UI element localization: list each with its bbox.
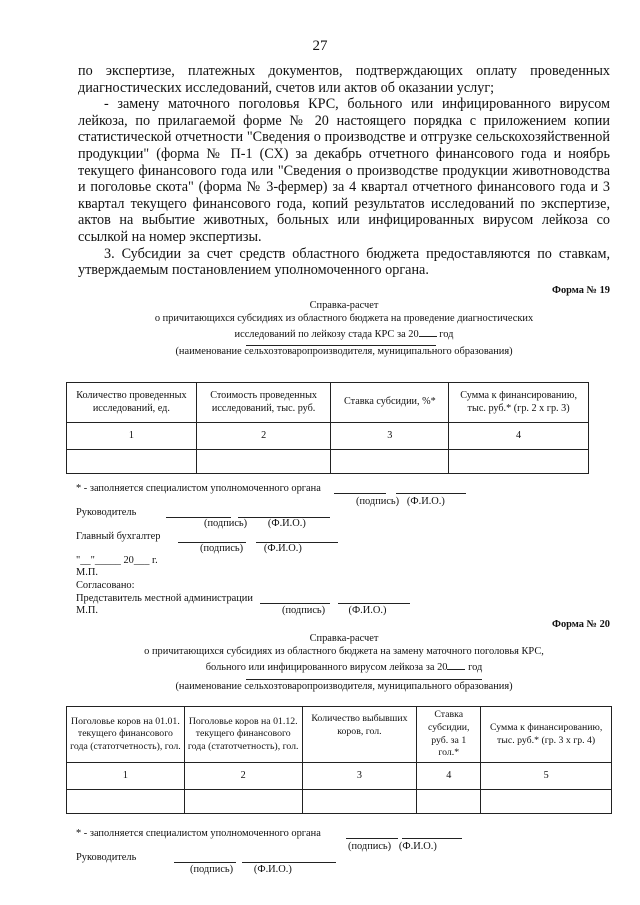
form20-label: Форма № 20 — [552, 619, 610, 630]
form20-title: Справка-расчет — [309, 633, 379, 644]
form20-header-cell: Количество выбывших коров, гол. — [302, 707, 417, 763]
form19-agreed-label: Согласовано: — [76, 580, 135, 591]
form20-subtitle-2 — [78, 659, 610, 675]
paragraph-1: по экспертизе, платежных документов, подтверждающих оплату проведенных диагностических исследований, счетов или актов об оказании услуг; — [78, 63, 610, 96]
form20-col-number: 4 — [417, 763, 481, 790]
form20-year-blank[interactable] — [447, 659, 465, 670]
form19-stamp-1: М.П. — [76, 567, 98, 578]
form19-data-cell[interactable] — [449, 450, 589, 474]
form20-subtitle-2a: больного или инфицированного вирусом лейкоза за 20 — [205, 662, 448, 673]
form19-header-cell: Ставка субсидии, %* — [331, 383, 449, 423]
form20-subtitle-1: о причитающихся субсидиях из областного бюджета на замену маточного поголовья КРС, — [144, 646, 544, 657]
form20-table — [66, 706, 612, 814]
form19-stamp-2: М.П. — [76, 605, 98, 616]
form19-rep-caption: (подпись) (Ф.И.О.) — [282, 605, 387, 616]
form20-footnote-sign-line[interactable] — [346, 838, 398, 839]
form19-year-blank[interactable] — [419, 326, 437, 337]
form19-accountant-label: Главный бухгалтер — [76, 531, 161, 542]
form20-data-cell[interactable] — [184, 790, 302, 814]
form20-data-cell[interactable] — [481, 790, 612, 814]
paragraph-2: - замену маточного поголовья КРС, больного или инфицированного вирусом лейкоза, по прилагаемой форме № 20 настоящего порядка с приложением копии статистической отчетности "Сведения о производстве и отгрузке сельскохозяйственной продукции" (форма № П-1 (СХ) за декабрь отчетного финансового года и ноябрь текущего финансового года или "Сведения о производстве продукции животноводства и поголовье скота" (форма № 3-фермер) за 4 квартал отчетного финансового года и 3 квартал текущего финансового года, копий результатов исследований по экспертизе, актов на выбытие животных, больных или инфицированных вирусом лейкоза со ссылкой на номер экспертизы. — [78, 96, 610, 245]
form19-director-label: Руководитель — [76, 507, 137, 518]
form20-data-row — [67, 790, 612, 814]
form20-col-number: 3 — [302, 763, 417, 790]
form20-header-cell: Ставка субсидии, руб. за 1 гол.* — [417, 707, 481, 763]
form19-col-number: 3 — [331, 423, 449, 450]
form19-header-cell: Сумма к финансированию, тыс. руб.* (гр. 2 х гр. 3) — [449, 383, 589, 423]
form19-org-caption: (наименование сельхозтоваропроизводителя, муниципального образования) — [175, 346, 513, 357]
paragraph-3: 3. Субсидии за счет средств областного бюджета предоставляются по ставкам, утверждаемым постановлением уполномоченного органа. — [78, 245, 610, 279]
form20-org-caption: (наименование сельхозтоваропроизводителя, муниципального образования) — [175, 681, 513, 692]
form20-header-row — [67, 707, 612, 763]
form19-header-cell: Количество проведенных исследований, ед. — [67, 383, 197, 423]
form20-data-cell[interactable] — [417, 790, 481, 814]
form19-data-cell[interactable] — [196, 450, 331, 474]
form19-footnote-sign-line[interactable] — [334, 493, 386, 494]
form19-col-number: 1 — [67, 423, 197, 450]
form20-data-cell[interactable] — [67, 790, 185, 814]
form19-subtitle-2a: исследований по лейкозу стада КРС за 20 — [234, 329, 419, 340]
form19-col-number: 4 — [449, 423, 589, 450]
page-number: 27 — [312, 38, 328, 54]
form20-col-number: 2 — [184, 763, 302, 790]
form19-data-row — [67, 450, 589, 474]
form19-subtitle-2 — [78, 326, 610, 342]
form20-director-sign-line[interactable] — [174, 862, 236, 863]
form19-accountant-caption: (подпись) (Ф.И.О.) — [200, 543, 302, 554]
form19-rep-name-line[interactable] — [338, 603, 410, 604]
form20-director-label: Руководитель — [76, 852, 137, 863]
form19-label: Форма № 19 — [552, 285, 610, 296]
form19-date-line[interactable]: "__"_____ 20___ г. — [76, 555, 158, 566]
form19-rep-sign-line[interactable] — [260, 603, 330, 604]
form20-footnote: * - заполняется специалистом уполномоченного органа — [76, 828, 321, 839]
form20-footnote-name-line[interactable] — [402, 838, 462, 839]
form20-number-row — [67, 763, 612, 790]
form19-subtitle-1: о причитающихся субсидиях из областного бюджета на проведение диагностических — [154, 313, 534, 324]
body-text — [78, 63, 610, 279]
form19-subtitle-2b: год — [439, 329, 454, 340]
form20-footnote-caption: (подпись) (Ф.И.О.) — [348, 841, 437, 852]
form20-director-name-line[interactable] — [242, 862, 336, 863]
form20-col-number: 5 — [481, 763, 612, 790]
form20-director-caption: (подпись) (Ф.И.О.) — [190, 864, 292, 875]
form19-director-caption: (подпись) (Ф.И.О.) — [204, 518, 306, 529]
form19-data-cell[interactable] — [67, 450, 197, 474]
form19-number-row — [67, 423, 589, 450]
form19-header-cell: Стоимость проведенных исследований, тыс. руб. — [196, 383, 331, 423]
form19-footnote-name-line[interactable] — [396, 493, 466, 494]
form20-col-number: 1 — [67, 763, 185, 790]
form19-header-row — [67, 383, 589, 423]
form19-footnote: * - заполняется специалистом уполномоченного органа — [76, 483, 321, 494]
form19-table — [66, 382, 589, 474]
form19-rep-label: Представитель местной администрации — [76, 593, 253, 604]
form19-footnote-caption: (подпись) (Ф.И.О.) — [356, 496, 445, 507]
form19-col-number: 2 — [196, 423, 331, 450]
form20-header-cell: Поголовье коров на 01.12. текущего финансового года (статотчетность), гол. — [184, 707, 302, 763]
form19-title: Справка-расчет — [309, 300, 379, 311]
form20-header-cell: Поголовье коров на 01.01. текущего финансового года (статотчетность), гол. — [67, 707, 185, 763]
form20-data-cell[interactable] — [302, 790, 417, 814]
form20-header-cell: Сумма к финансированию, тыс. руб.* (гр. 3 х гр. 4) — [481, 707, 612, 763]
form19-data-cell[interactable] — [331, 450, 449, 474]
form20-org-line[interactable] — [246, 679, 482, 680]
form20-subtitle-2b: год — [468, 662, 483, 673]
